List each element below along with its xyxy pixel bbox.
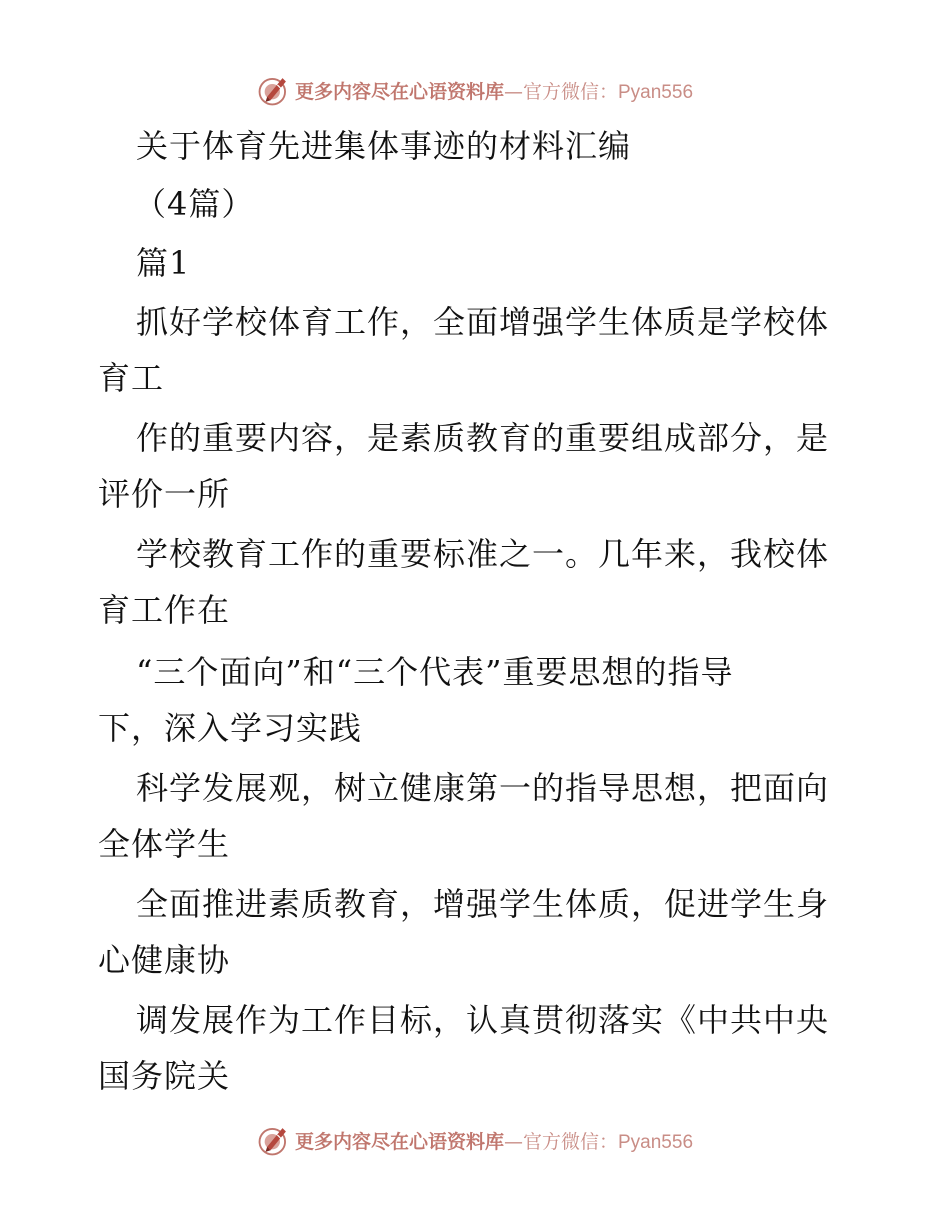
watermark-separator: — xyxy=(503,1130,523,1153)
watermark-wechat-label: 官方微信： xyxy=(522,1130,618,1153)
footer-watermark-banner xyxy=(0,1118,950,1162)
paragraph-line: “三个面向”和“三个代表”重要思想的指导 xyxy=(136,653,734,691)
watermark-brand: 更多内容尽在心语资料库 xyxy=(294,80,504,103)
watermark-text xyxy=(295,77,693,104)
header-watermark-banner xyxy=(0,68,950,112)
paragraph-line: 调发展作为工作目标，认真贯彻落实《中共中央 xyxy=(136,1001,830,1039)
paragraph-line: 学校教育工作的重要标准之一。几年来，我校体 xyxy=(136,535,830,573)
paragraph-line-wrap: 育工作在 xyxy=(98,591,231,629)
paragraph-line: 抓好学校体育工作，全面增强学生体质是学校体 xyxy=(136,303,830,341)
pen-nib-logo-icon xyxy=(257,1123,291,1157)
paragraph-line-wrap: 心健康协 xyxy=(98,941,231,979)
document-title: 关于体育先进集体事迹的材料汇编 xyxy=(136,127,632,165)
paragraph-line-wrap: 育工 xyxy=(98,359,165,397)
paragraph-line-wrap: 下，深入学习实践 xyxy=(98,709,363,747)
watermark-separator: — xyxy=(503,80,523,103)
watermark-wechat-label: 官方微信： xyxy=(522,80,618,103)
watermark-brand: 更多内容尽在心语资料库 xyxy=(294,1130,504,1153)
paragraph-line-wrap: 评价一所 xyxy=(98,475,231,513)
paragraph-line-wrap: 全体学生 xyxy=(98,825,231,863)
document-article-count: （4篇） xyxy=(134,185,255,223)
paragraph-line: 全面推进素质教育，增强学生体质，促进学生身 xyxy=(136,885,830,923)
pen-nib-logo-icon xyxy=(257,73,291,107)
watermark-wechat-id: Pyan556 xyxy=(618,81,694,103)
section-heading: 篇1 xyxy=(136,244,191,282)
watermark-text xyxy=(295,1127,693,1154)
paragraph-line: 作的重要内容，是素质教育的重要组成部分，是 xyxy=(136,419,830,457)
watermark-wechat-id: Pyan556 xyxy=(618,1131,694,1153)
paragraph-line: 科学发展观，树立健康第一的指导思想，把面向 xyxy=(136,769,830,807)
paragraph-line-wrap: 国务院关 xyxy=(98,1057,231,1095)
